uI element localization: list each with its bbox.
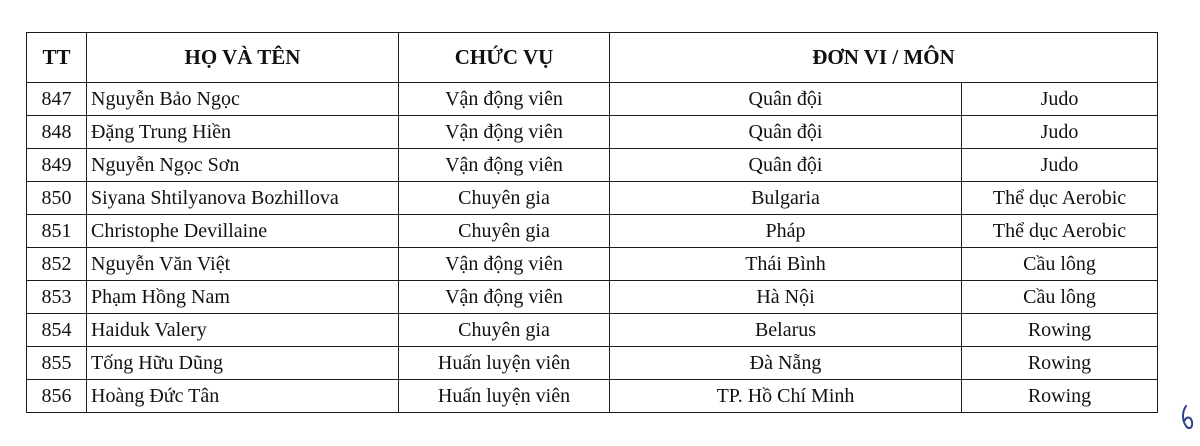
cell-name: Đặng Trung Hiền <box>87 116 399 149</box>
header-role: CHỨC VỤ <box>399 33 610 83</box>
header-row <box>27 33 1158 83</box>
table-row <box>27 380 1158 413</box>
cell-sport: Judo <box>962 116 1158 149</box>
cell-name: Hoàng Đức Tân <box>87 380 399 413</box>
cell-tt: 853 <box>27 281 87 314</box>
table-row <box>27 347 1158 380</box>
table-row <box>27 182 1158 215</box>
cell-unit: TP. Hồ Chí Minh <box>610 380 962 413</box>
cell-tt: 848 <box>27 116 87 149</box>
cell-sport: Thể dục Aerobic <box>962 215 1158 248</box>
cell-role: Chuyên gia <box>399 215 610 248</box>
cell-unit: Hà Nội <box>610 281 962 314</box>
cell-tt: 855 <box>27 347 87 380</box>
cell-sport: Thể dục Aerobic <box>962 182 1158 215</box>
cell-unit: Bulgaria <box>610 182 962 215</box>
header-name: HỌ VÀ TÊN <box>87 33 399 83</box>
cell-role: Vận động viên <box>399 116 610 149</box>
cell-sport: Cầu lông <box>962 248 1158 281</box>
cell-tt: 854 <box>27 314 87 347</box>
cell-name: Siyana Shtilyanova Bozhillova <box>87 182 399 215</box>
cell-sport: Rowing <box>962 314 1158 347</box>
cell-unit: Quân đội <box>610 116 962 149</box>
cell-sport: Rowing <box>962 380 1158 413</box>
cell-name: Tống Hữu Dũng <box>87 347 399 380</box>
header-unit-sport: ĐƠN VI / MÔN <box>610 33 1158 83</box>
cell-unit: Belarus <box>610 314 962 347</box>
cell-sport: Cầu lông <box>962 281 1158 314</box>
cell-name: Nguyễn Ngọc Sơn <box>87 149 399 182</box>
cell-tt: 850 <box>27 182 87 215</box>
table-row <box>27 116 1158 149</box>
cell-role: Chuyên gia <box>399 182 610 215</box>
cell-unit: Đà Nẵng <box>610 347 962 380</box>
personnel-table <box>26 32 1158 413</box>
cell-role: Huấn luyện viên <box>399 380 610 413</box>
cell-role: Chuyên gia <box>399 314 610 347</box>
table-row <box>27 83 1158 116</box>
table-row <box>27 281 1158 314</box>
table-row <box>27 149 1158 182</box>
cell-name: Phạm Hồng Nam <box>87 281 399 314</box>
cell-role: Vận động viên <box>399 83 610 116</box>
cell-unit: Quân đội <box>610 83 962 116</box>
header-tt: TT <box>27 33 87 83</box>
cell-sport: Judo <box>962 83 1158 116</box>
cell-name: Nguyễn Văn Việt <box>87 248 399 281</box>
cell-name: Christophe Devillaine <box>87 215 399 248</box>
cell-sport: Judo <box>962 149 1158 182</box>
table-row <box>27 314 1158 347</box>
cell-role: Vận động viên <box>399 248 610 281</box>
cell-role: Huấn luyện viên <box>399 347 610 380</box>
cell-unit: Quân đội <box>610 149 962 182</box>
cell-tt: 847 <box>27 83 87 116</box>
cell-tt: 851 <box>27 215 87 248</box>
cell-tt: 852 <box>27 248 87 281</box>
cell-name: Haiduk Valery <box>87 314 399 347</box>
table-body <box>27 83 1158 413</box>
cell-unit: Pháp <box>610 215 962 248</box>
signature-stroke <box>1180 404 1196 432</box>
cell-tt: 856 <box>27 380 87 413</box>
table-row <box>27 215 1158 248</box>
document-sheet <box>26 32 1157 413</box>
cell-tt: 849 <box>27 149 87 182</box>
cell-sport: Rowing <box>962 347 1158 380</box>
cell-unit: Thái Bình <box>610 248 962 281</box>
table-row <box>27 248 1158 281</box>
cell-role: Vận động viên <box>399 281 610 314</box>
cell-name: Nguyễn Bảo Ngọc <box>87 83 399 116</box>
cell-role: Vận động viên <box>399 149 610 182</box>
